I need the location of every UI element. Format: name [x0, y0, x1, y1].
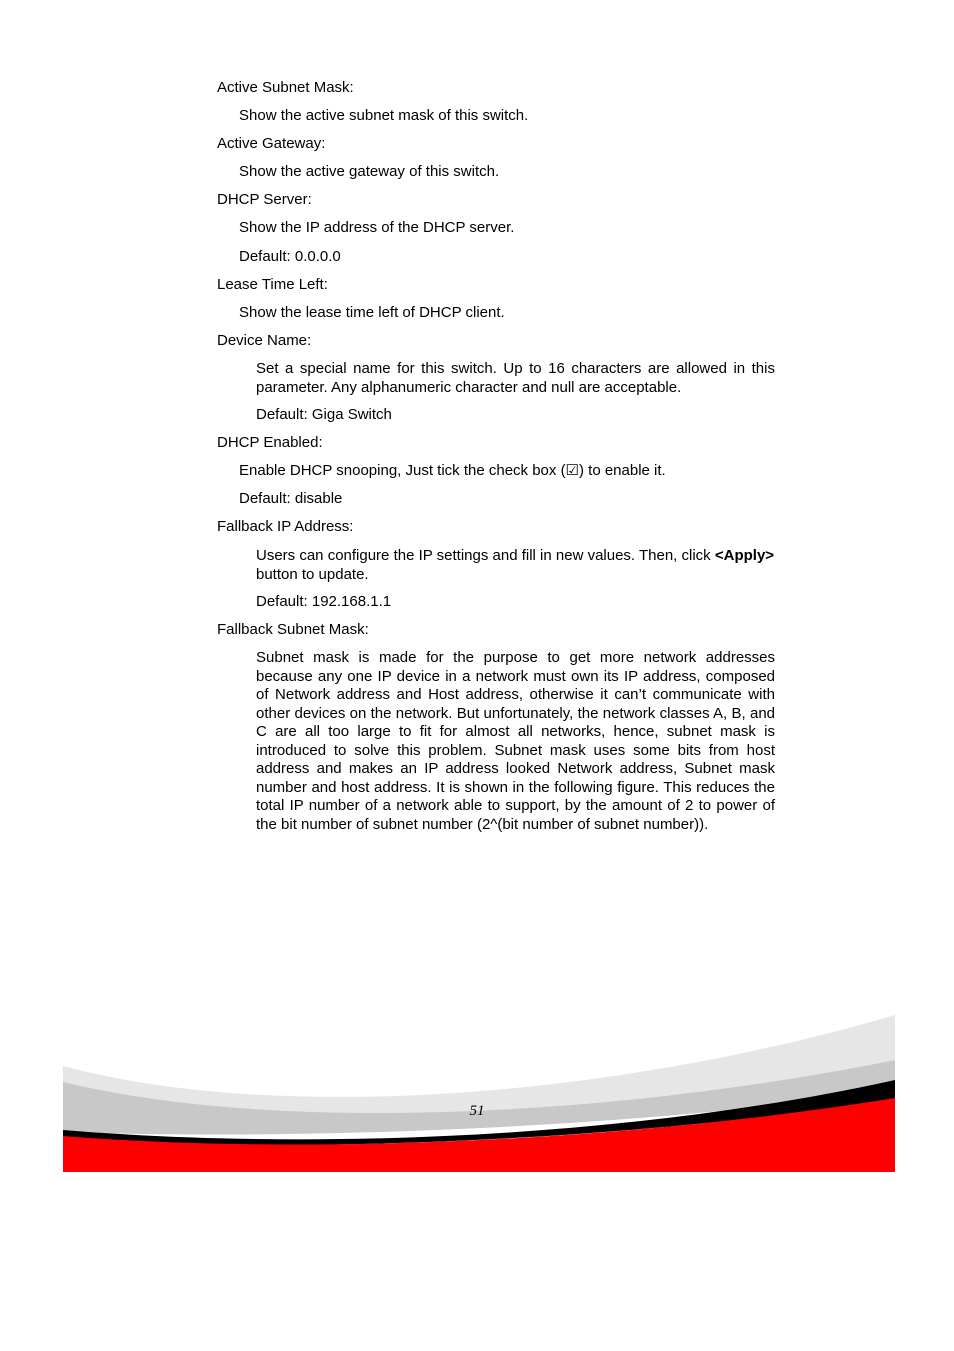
- term-device-name: Device Name:: [217, 332, 312, 349]
- desc-prefix: Users can configure the IP settings and fill in new values. Then, click: [256, 547, 715, 564]
- term-dhcp-server: DHCP Server:: [217, 191, 312, 208]
- default-device-name: Default: Giga Switch: [256, 406, 392, 423]
- desc-dhcp-enabled: Enable DHCP snooping, Just tick the check box (☑) to enable it.: [239, 462, 666, 479]
- desc-suffix: button to update.: [256, 565, 369, 583]
- term-dhcp-enabled: DHCP Enabled:: [217, 434, 323, 451]
- term-active-gateway: Active Gateway:: [217, 135, 326, 152]
- default-dhcp-enabled: Default: disable: [239, 490, 343, 507]
- default-dhcp-server: Default: 0.0.0.0: [239, 248, 341, 265]
- term-fallback-subnet-mask: Fallback Subnet Mask:: [217, 621, 369, 638]
- page-number: 51: [469, 1103, 485, 1119]
- footer-swoosh-graphic: [63, 1010, 895, 1172]
- term-lease-time-left: Lease Time Left:: [217, 276, 328, 293]
- desc-device-name: Set a special name for this switch. Up to 16 characters are allowed in this parameter. Any alphanumeric character and null are acceptable.: [256, 360, 775, 396]
- desc-active-subnet-mask: Show the active subnet mask of this switch.: [239, 107, 529, 124]
- desc-fallback-subnet-mask: Subnet mask is made for the purpose to get more network addresses because any one IP device in a network must own its IP address, composed of Network address and Host address, otherwise it can’t communicate with other devices on the network. But unfortunately, the network classes A, B, and C are all too large to fit for almost all networks, hence, subnet mask is introduced to solve this problem. Subnet mask uses some bits from host address and makes an IP address looked Network address, Subnet mask number and host address. It is shown in the following figure. This reduces the total IP number of a network able to support, by the amount of 2 to power of the bit number of subnet number (2^(bit number of subnet number)).: [256, 649, 775, 833]
- term-active-subnet-mask: Active Subnet Mask:: [217, 79, 354, 96]
- desc-lease-time-left: Show the lease time left of DHCP client.: [239, 304, 505, 321]
- desc-fallback-ip-address: [256, 547, 775, 584]
- apply-keyword: <Apply>: [714, 547, 775, 564]
- default-fallback-ip-address: Default: 192.168.1.1: [256, 593, 392, 610]
- desc-active-gateway: Show the active gateway of this switch.: [239, 163, 500, 180]
- term-fallback-ip-address: Fallback IP Address:: [217, 518, 354, 535]
- desc-dhcp-server: Show the IP address of the DHCP server.: [239, 219, 515, 236]
